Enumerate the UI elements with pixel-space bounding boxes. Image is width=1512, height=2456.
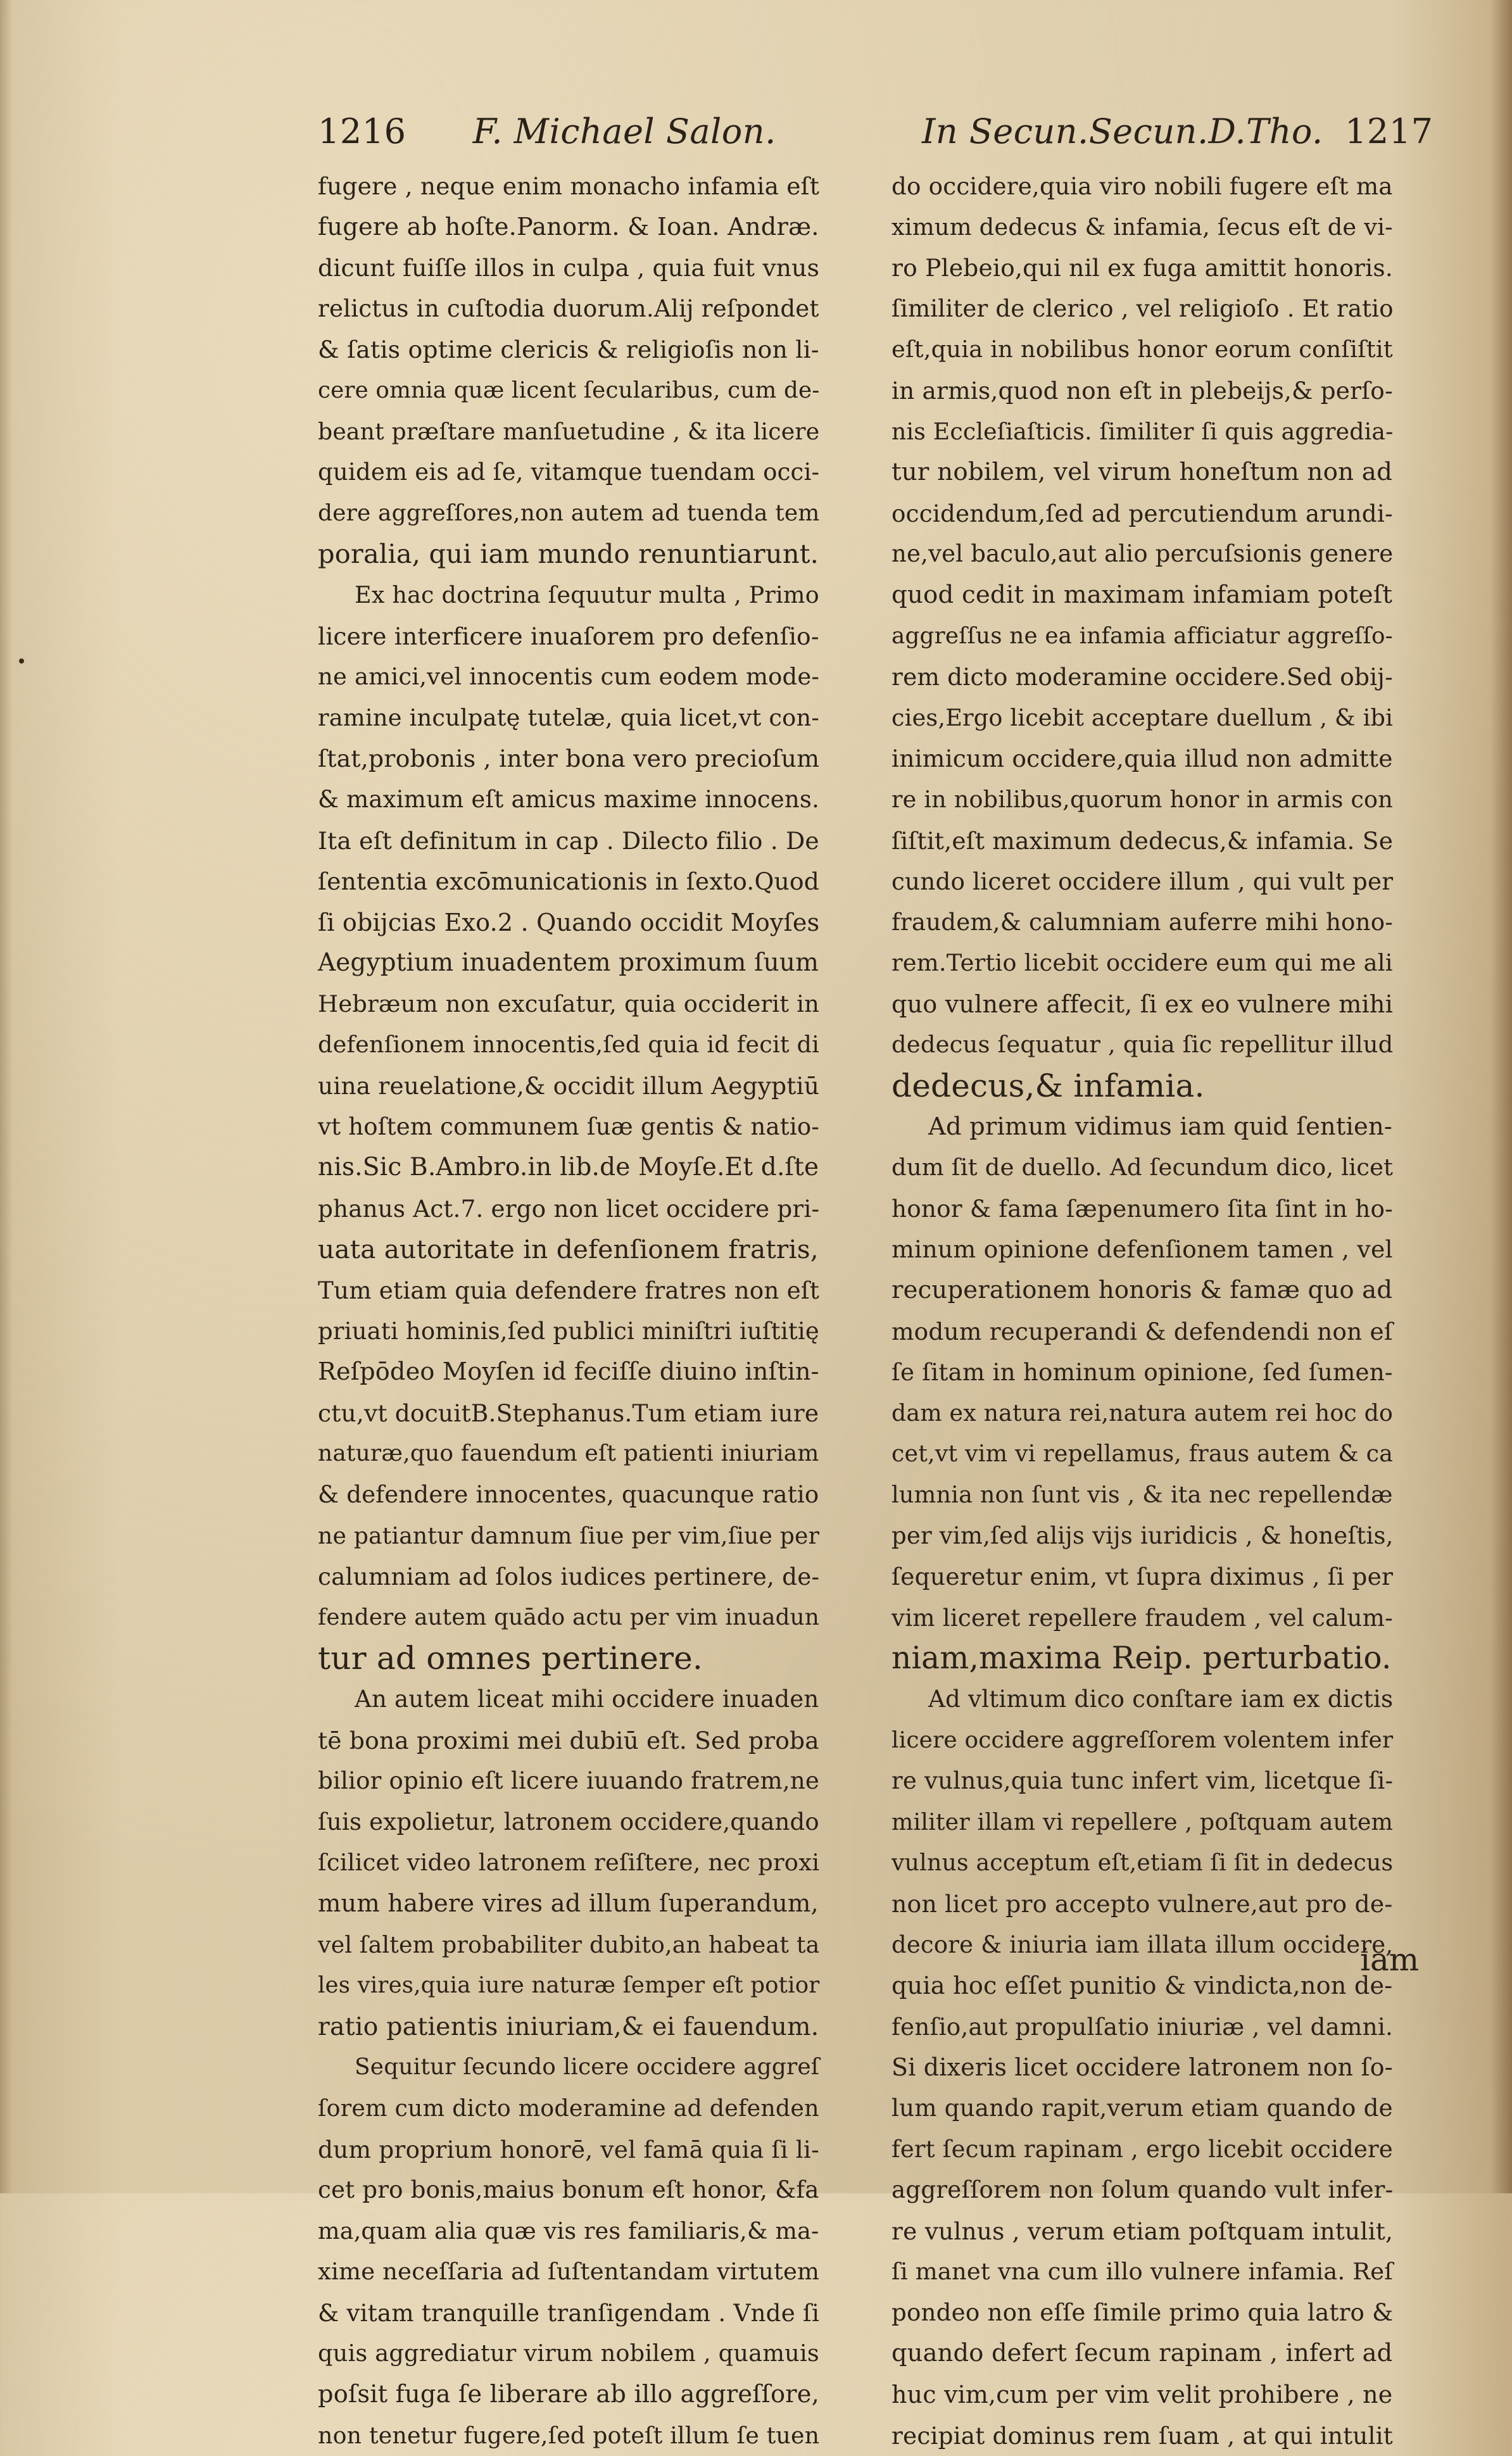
text-line: & maximum eſt amicus maxime innocens.: [318, 785, 820, 813]
text-line: licere occidere aggreſſorem volentem infer: [891, 1727, 1394, 1753]
text-line: lum quando rapit,verum etiam quando de: [891, 2094, 1393, 2122]
page-left-shadow: [0, 0, 13, 2193]
text-line: ne patiantur damnum ſiue per vim,ſiue per: [318, 1521, 820, 1549]
text-line: quidem eis ad ſe, vitamque tuendam occi-: [318, 458, 820, 486]
text-line: rem.Tertio licebit occidere eum qui me ali: [891, 949, 1393, 977]
text-line: nis Eccleſiaſticis. ſimiliter ſi quis aggredia-: [891, 417, 1394, 445]
text-line: tur ad omnes pertinere.: [318, 1640, 703, 1677]
text-line: militer illam vi repellere , poſtquam autem: [891, 1808, 1394, 1836]
text-line: Tum etiam quia defendere fratres non eſt: [318, 1276, 820, 1305]
text-line: ne amici,vel innocentis cum eodem mode-: [318, 663, 820, 691]
text-line: Aegyptium inuadentem proximum ſuum: [318, 948, 819, 978]
text-line: re vulnus,quia tunc infert vim, licetque ſi-: [891, 1767, 1394, 1795]
text-line: Ita eſt definitum in cap . Dilecto filio . De: [318, 826, 819, 855]
text-line: ſtat,probonis , inter bona vero precioſum: [318, 745, 820, 773]
text-line: ro Plebeio,qui nil ex fuga amittit honoris.: [891, 254, 1394, 282]
text-line: uata autoritate in defenſionem fratris,: [318, 1234, 819, 1265]
text-line: rem dicto moderamine occidere.Sed obij-: [891, 663, 1393, 691]
text-line: ſi manet vna cum illo vulnere infamia. Reſ: [891, 2258, 1394, 2286]
text-line: dum proprium honorē, vel famā quia ſi li-: [318, 2135, 819, 2163]
text-line: non licet pro accepto vulnere,aut pro de-: [891, 1889, 1393, 1918]
text-line: ratio patientis iniuriam,& ei fauendum.: [318, 2012, 819, 2041]
text-line: fendere autem quādo actu per vim inuadun: [318, 1604, 819, 1630]
text-line: les vires,quia iure naturæ ſemper eſt potior: [318, 1972, 820, 1999]
left-page-number: 1216: [318, 111, 406, 151]
text-line: ma,quam alia quæ vis res familiaris,& ma-: [318, 2217, 819, 2245]
text-line: ſiſtit,eſt maximum dedecus,& infamia. Se: [891, 826, 1394, 855]
catchword: iam: [1360, 1941, 1420, 1978]
text-line: uina reuelatione,& occidit illum Aegyptiū: [318, 1072, 820, 1100]
right-running-title: In Secun.Secun.D.Tho.: [922, 111, 1323, 151]
text-line: cere omnia quæ licent ſecularibus, cum de-: [318, 377, 820, 403]
text-line: xime neceſſaria ad ſuſtentandam virtutem: [318, 2258, 820, 2286]
text-line: ſe ſitam in hominum opinione, ſed ſumen-: [891, 1358, 1393, 1387]
text-line: vel ſaltem probabiliter dubito,an habeat ta: [318, 1930, 820, 1958]
text-line: ſimiliter de clerico , vel religioſo . Et ratio: [891, 294, 1394, 322]
text-line: calumniam ad ſolos iudices pertinere, de-: [318, 1563, 820, 1591]
text-line: niam,maxima Reip. perturbatio.: [891, 1640, 1392, 1677]
text-line: do occidere,quia viro nobili fugere eſt ma: [891, 172, 1393, 200]
text-line: fenſio,aut propulſatio iniuriæ , vel damni.: [891, 2012, 1394, 2041]
text-line: re vulnus , verum etiam poſtquam intulit,: [891, 2217, 1394, 2245]
text-line: priuati hominis,ſed publici miniſtri iuſtitię: [318, 1317, 819, 1345]
text-line: modum recuperandi & defendendi non eſ: [891, 1317, 1393, 1345]
text-line: cet pro bonis,maius bonum eſt honor, &fa: [318, 2176, 819, 2204]
right-page-number: 1217: [1345, 111, 1433, 151]
text-line: ctu,vt docuitB.Stephanus.Tum etiam iure: [318, 1399, 819, 1427]
text-line: bilior opinio eſt licere iuuando fratrem,ne: [318, 1767, 820, 1795]
text-line: fugere , neque enim monacho infamia eſt: [318, 172, 819, 200]
text-line: vulnus acceptum eſt,etiam ſi ſit in dedecus: [891, 1849, 1394, 1877]
text-line: Reſpōdeo Moyſen id feciſſe diuino inſtin-: [318, 1358, 819, 1387]
text-line: Ex hac doctrina ſequutur multa , Primo: [355, 581, 819, 608]
text-line: aggreſſus ne ea infamia afficiatur aggreſſo-: [891, 622, 1393, 649]
text-line: dedecus ſequatur , quia ſic repellitur illud: [891, 1031, 1394, 1059]
text-line: cies,Ergo licebit acceptare duellum , & ibi: [891, 703, 1393, 731]
text-line: ſorem cum dicto moderamine ad defenden: [318, 2094, 819, 2122]
text-line: defenſionem innocentis,ſed quia id fecit di: [318, 1031, 820, 1059]
text-line: fraudem,& calumniam auferre mihi hono-: [891, 908, 1393, 936]
page-right-shadow: [1490, 0, 1512, 2193]
text-line: quod cedit in maximam infamiam poteſt: [891, 580, 1393, 609]
text-line: recipiat dominus rem ſuam , at qui intulit: [891, 2421, 1393, 2450]
text-line: ſententia excōmunicationis in ſexto.Quod: [318, 867, 820, 896]
text-line: phanus Act.7. ergo non licet occidere pri-: [318, 1194, 820, 1223]
text-line: beant præſtare manſuetudine , & ita licere: [318, 417, 820, 445]
text-line: Hebræum non excuſatur, quia occiderit in: [318, 990, 820, 1017]
text-line: tur nobilem, vel virum honeſtum non ad: [891, 458, 1393, 487]
text-line: Sequitur ſecundo licere occidere aggreſ: [355, 2054, 820, 2081]
text-line: dum ſit de duello. Ad ſecundum dico, licet: [891, 1154, 1394, 1181]
text-line: quia hoc eſſet punitio & vindicta,non de-: [891, 1972, 1393, 2000]
text-line: cet,vt vim vi repellamus, fraus autem & ca: [891, 1440, 1394, 1468]
text-line: per vim,ſed alijs vijs iuridicis , & honeſtis,: [891, 1521, 1394, 1549]
text-line: lumnia non ſunt vis , & ita nec repellendæ: [891, 1481, 1393, 1508]
text-line: nis.Sic B.Ambro.in lib.de Moyſe.Et d.ſte: [318, 1153, 819, 1182]
text-line: dere aggreſſores,non autem ad tuenda tem: [318, 500, 820, 526]
text-line: An autem liceat mihi occidere inuaden: [355, 1685, 819, 1713]
text-line: occidendum,ſed ad percutiendum arundi-: [891, 499, 1393, 527]
text-line: ne,vel baculo,aut alio percuſsionis genere: [891, 540, 1394, 568]
text-line: ſuis expolietur, latronem occidere,quando: [318, 1808, 819, 1836]
text-line: quando defert ſecum rapinam , infert ad: [891, 2339, 1393, 2368]
text-line: ſi obijcias Exo.2 . Quando occidit Moyſes: [318, 908, 820, 936]
text-line: licere interficere inuaſorem pro defenſio-: [318, 622, 819, 650]
text-line: quis aggrediatur virum nobilem , quamuis: [318, 2339, 819, 2367]
text-line: poſsit fuga ſe liberare ab illo aggreſſore,: [318, 2380, 820, 2409]
text-line: Ad primum vidimus iam quid ſentien-: [928, 1112, 1393, 1141]
left-running-title: F. Michael Salon.: [472, 111, 776, 151]
text-line: ſcilicet video latronem reſiſtere, nec proxi: [318, 1849, 820, 1877]
text-line: tē bona proximi mei dubiū eſt. Sed proba: [318, 1726, 819, 1754]
text-line: non tenetur fugere,ſed poteſt illum ſe tuen: [318, 2421, 820, 2449]
text-line: naturæ,quo fauendum eſt patienti iniuriam: [318, 1440, 819, 1467]
text-line: & vitam tranquille tranſigendam . Vnde ſi: [318, 2298, 820, 2327]
text-line: & defendere innocentes, quacunque ratio: [318, 1481, 819, 1508]
text-line: dam ex natura rei,natura autem rei hoc do: [891, 1399, 1394, 1426]
left-header: [318, 111, 776, 151]
text-line: quo vulnere affecit, ſi ex eo vulnere mihi: [891, 990, 1394, 1018]
text-line: inimicum occidere,quia illud non admitte: [891, 745, 1393, 773]
text-line: decore & iniuria iam illata illum occidere,: [891, 1930, 1394, 1958]
text-line: ſequeretur enim, vt ſupra diximus , ſi per: [891, 1563, 1394, 1591]
text-line: huc vim,cum per vim velit prohibere , ne: [891, 2381, 1393, 2409]
text-line: relictus in cuſtodia duorum.Alij reſpondet: [318, 294, 819, 322]
text-line: Ad vltimum dico conſtare iam ex dictis: [928, 1685, 1394, 1713]
text-line: recuperationem honoris & famæ quo ad: [891, 1276, 1393, 1305]
text-line: & ſatis optime clericis & religioſis non li-: [318, 336, 819, 364]
text-line: cundo liceret occidere illum , qui vult per: [891, 867, 1394, 896]
text-line: minum opinione defenſionem tamen , vel: [891, 1235, 1393, 1264]
text-line: in armis,quod non eſt in plebeijs,& perſo-: [891, 376, 1393, 405]
text-line: ximum dedecus & infamia, ſecus eſt de vi-: [891, 213, 1393, 241]
text-line: fugere ab hoſte.Panorm. & Ioan. Andræ.: [318, 212, 819, 241]
right-text-column: [891, 166, 1392, 2456]
text-line: poralia, qui iam mundo renuntiarunt.: [318, 538, 819, 570]
text-line: vt hoſtem communem ſuæ gentis & natio-: [318, 1112, 820, 1140]
left-text-column: [318, 166, 818, 2456]
text-line: dicunt fuiſſe illos in culpa , quia fuit vnus: [318, 254, 820, 282]
text-line: re in nobilibus,quorum honor in armis con: [891, 785, 1393, 813]
text-line: ramine inculpatę tutelæ, quia licet,vt con-: [318, 703, 819, 731]
text-line: aggreſſorem non ſolum quando vult infer-: [891, 2176, 1394, 2204]
text-line: eſt,quia in nobilibus honor eorum conſiſtit: [891, 336, 1393, 363]
text-line: Si dixeris licet occidere latronem non ſo-: [891, 2053, 1393, 2082]
text-line: pondeo non eſſe ſimile primo quia latro &: [891, 2298, 1394, 2326]
text-line: mum habere vires ad illum ſuperandum,: [318, 1889, 819, 1918]
text-line: vim liceret repellere fraudem , vel calum-: [891, 1603, 1393, 1632]
text-line: fert ſecum rapinam , ergo licebit occidere: [891, 2135, 1393, 2163]
ink-speck: [19, 658, 24, 664]
text-line: honor & fama ſæpenumero ſita ſint in ho-: [891, 1194, 1393, 1223]
text-line: dedecus,& infamia.: [891, 1067, 1205, 1105]
